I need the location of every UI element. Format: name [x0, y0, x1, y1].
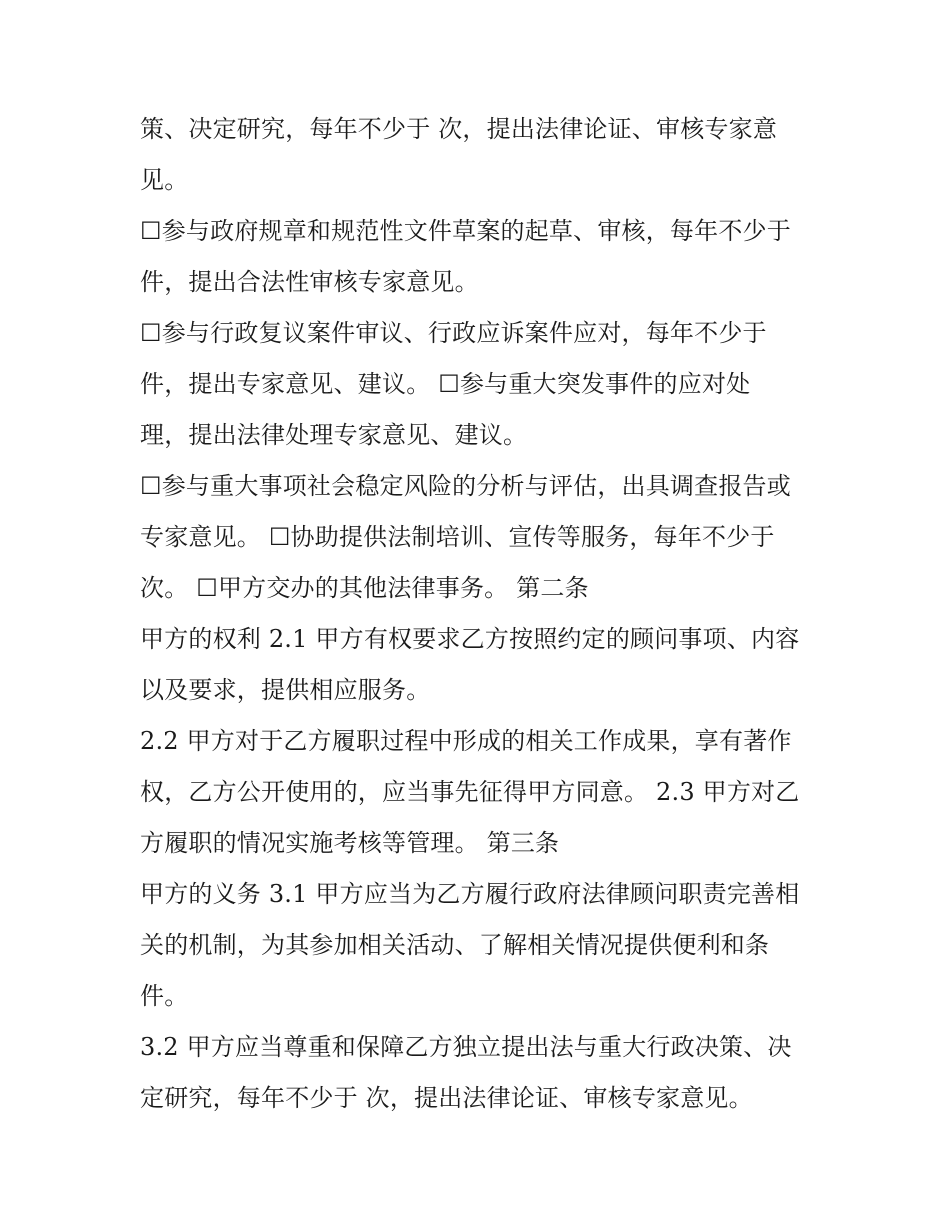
text-line: 见。 — [140, 166, 189, 194]
text-line: ☐参与重大事项社会稳定风险的分析与评估，出具调查报告或 — [140, 472, 791, 500]
text-line: 关的机制，为其参加相关活动、了解相关情况提供便利和条 — [140, 931, 770, 959]
text-line: 2.2 甲方对于乙方履职过程中形成的相关工作成果，享有著作 — [140, 727, 792, 755]
text-line: 专家意见。 ☐协助提供法制培训、宣传等服务，每年不少于 — [140, 523, 775, 551]
text-line: 件。 — [140, 982, 189, 1010]
text-line: 理，提出法律处理专家意见、建议。 — [140, 421, 528, 449]
text-line: 甲方的权利 2.1 甲方有权要求乙方按照约定的顾问事项、内容 — [140, 625, 800, 653]
text-line: 以及要求，提供相应服务。 — [140, 676, 431, 704]
text-line: 件，提出专家意见、建议。 ☐参与重大突发事件的应对处 — [140, 370, 751, 398]
text-line: 3.2 甲方应当尊重和保障乙方独立提出法与重大行政决策、决 — [140, 1033, 792, 1061]
text-line: 权，乙方公开使用的，应当事先征得甲方同意。 2.3 甲方对乙 — [140, 778, 800, 806]
text-line: 甲方的义务 3.1 甲方应当为乙方履行政府法律顾问职责完善相 — [140, 880, 800, 908]
text-line: ☐参与行政复议案件审议、行政应诉案件应对，每年不少于 — [140, 319, 767, 347]
text-line: 策、决定研究，每年不少于 次，提出法律论证、审核专家意 — [140, 115, 778, 143]
text-line: 次。 ☐甲方交办的其他法律事务。 第二条 — [140, 574, 589, 602]
text-line: 件，提出合法性审核专家意见。 — [140, 268, 479, 296]
text-line: 定研究，每年不少于 次，提出法律论证、审核专家意见。 — [140, 1084, 753, 1112]
text-line: 方履职的情况实施考核等管理。 第三条 — [140, 829, 560, 857]
text-line: ☐参与政府规章和规范性文件草案的起草、审核，每年不少于 — [140, 217, 791, 245]
